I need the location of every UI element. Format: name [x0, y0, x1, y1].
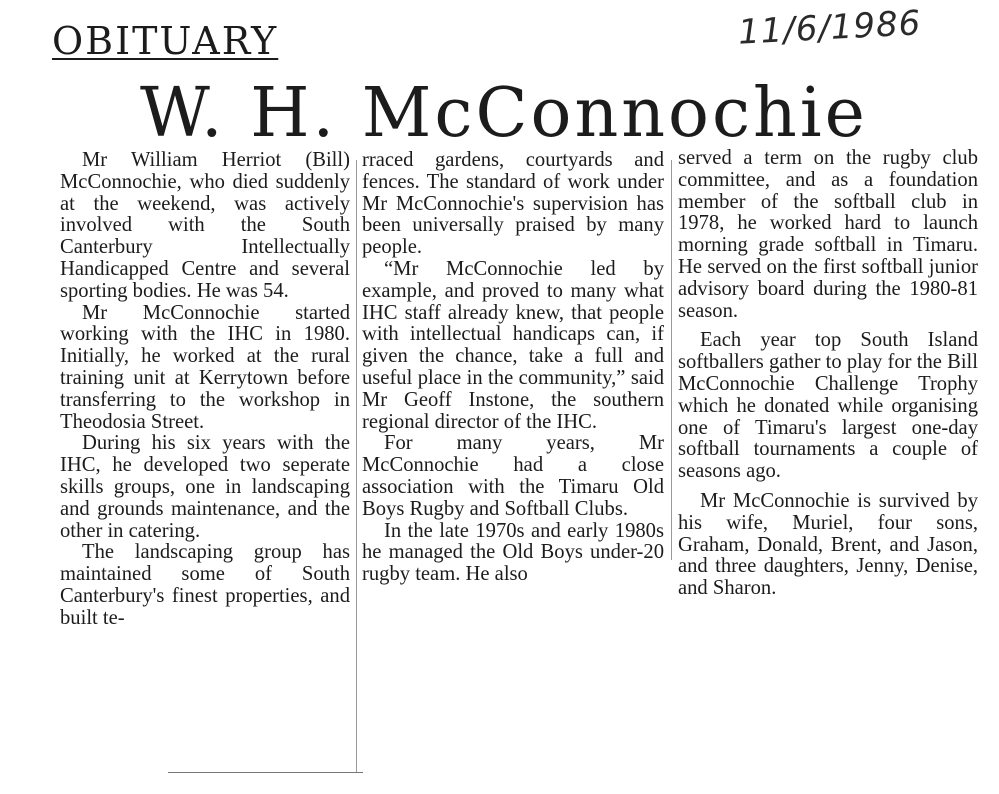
article-column-3: [678, 148, 978, 600]
article-column-2: [362, 150, 664, 586]
paragraph: In the late 1970s and early 1980s he managed the Old Boys under-20 rugby team. He also: [362, 519, 664, 586]
paragraph: Each year top South Island softballers gather to play for the Bill McConnochie Challenge Trophy which he donated while organising one of Timaru's largest one-day softball tournaments a couple of seasons ago.: [678, 329, 978, 483]
paragraph: During his six years with the IHC, he developed two seperate skills groups, one in landscaping and grounds maintenance, and the other in catering.: [60, 432, 350, 542]
column-divider: [671, 160, 672, 560]
paragraph: The landscaping group has maintained some of South Canterbury's finest properties, and built te-: [60, 541, 350, 629]
obituary-headline: W. H. McConnochie: [140, 74, 868, 153]
paragraph: Mr McConnochie is survived by his wife, Muriel, four sons, Graham, Donald, Brent, and Jason, and three daughters, Jenny, Denise, and Sharon.: [678, 489, 978, 600]
paragraph: “Mr McConnochie led by example, and proved to many what IHC staff already knew, that people with intellectual handicaps can, if given the chance, take a full and useful place in the community,” said Mr Geoff Instone, the southern regional director of the IHC.: [362, 257, 664, 433]
paragraph: Mr McConnochie started working with the IHC in 1980. Initially, he worked at the rural training unit at Kerrytown before transferring to the workshop in Theodosia Street.: [60, 301, 350, 433]
paragraph: For many years, Mr McConnochie had a close association with the Timaru Old Boys Rugby and Softball Clubs.: [362, 432, 664, 520]
handwritten-date: 11/6/1986: [737, 3, 923, 53]
article-column-1: [60, 150, 350, 630]
section-kicker: OBITUARY: [52, 19, 279, 63]
column-divider: [356, 160, 357, 772]
paragraph: rraced gardens, courtyards and fences. The standard of work under Mr McConnochie's supervision has been universally praised by many people.: [362, 149, 664, 259]
paragraph: Mr William Herriot (Bill) McConnochie, who died suddenly at the weekend, was actively involved with the South Canterbury Intellectually Handicapped Centre and several sporting bodies. He was 54.: [60, 149, 350, 302]
bottom-rule: [168, 772, 363, 773]
paragraph: served a term on the rugby club committee, and as a foundation member of the softball club in 1978, he worked hard to launch morning grade softball in Timaru. He served on the first softball junior advisory board during the 1980-81 season.: [678, 147, 978, 322]
